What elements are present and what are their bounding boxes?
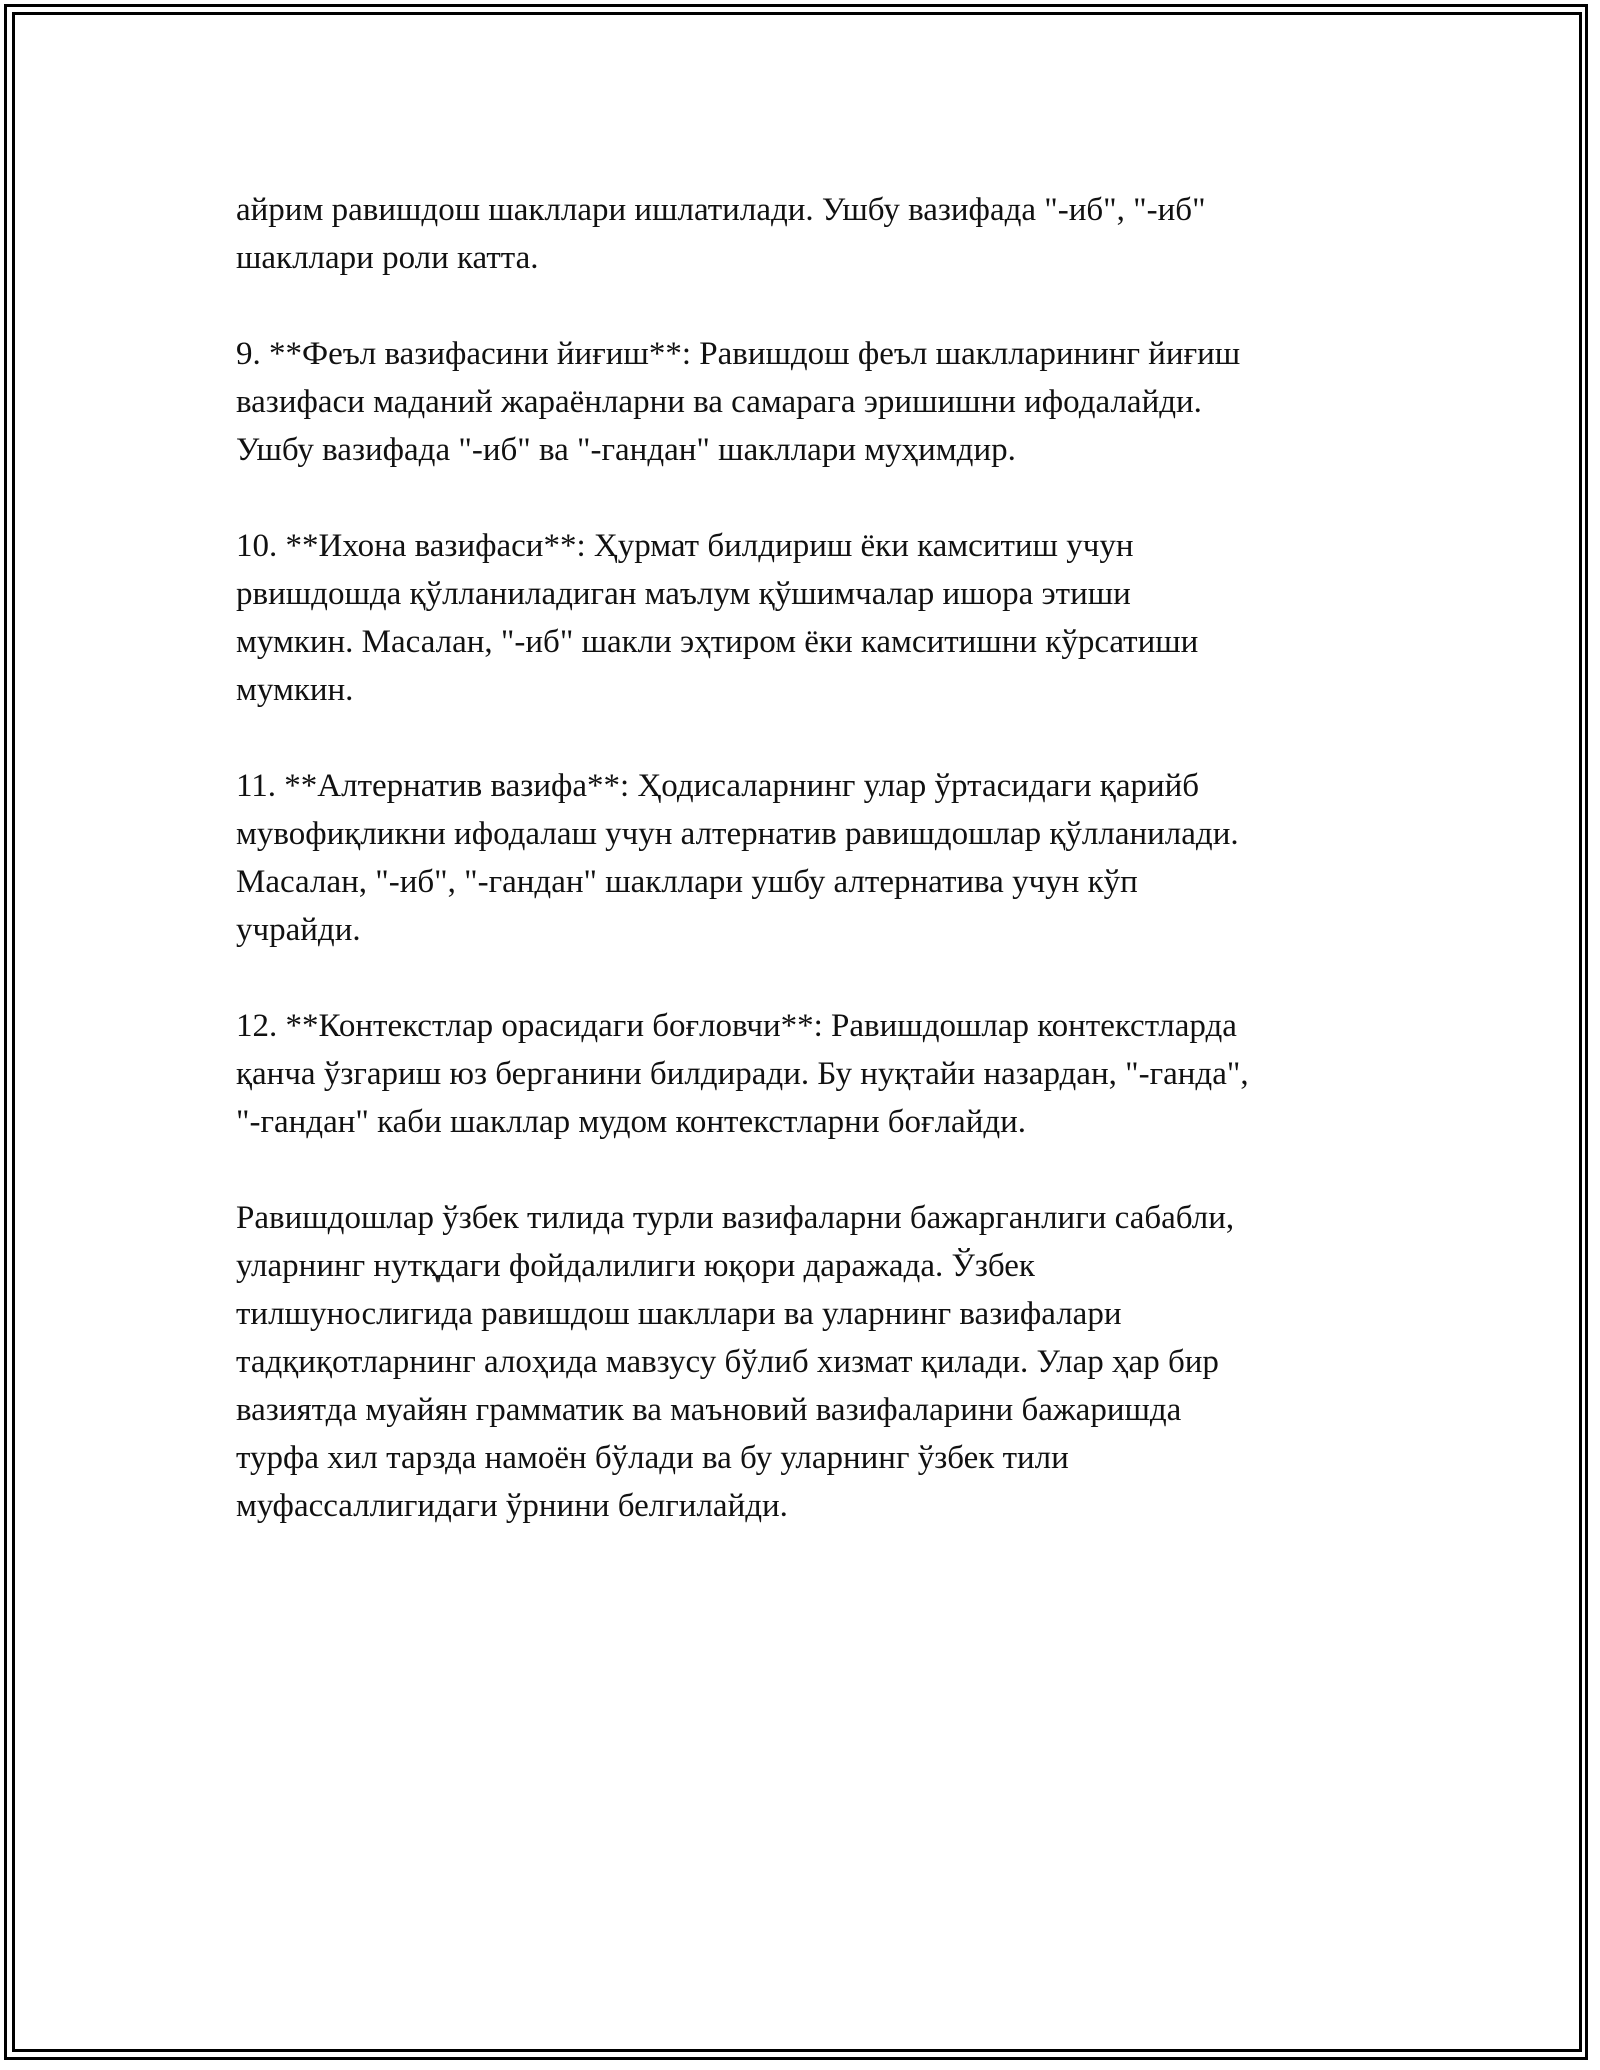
paragraph-item-11: 11. **Алтернатив вазифа**: Ҳодисаларнинг улар ўртасидаги қарийб мувофиқликни ифодалаш учун алтернатив равишдошлар қўлланилади. Масалан, "-иб", "-гандан" шакллари ушбу алтернатива учун кўп учрайди. [236,768,1239,948]
document-body [236,186,1386,1530]
paragraph-item-12: 12. **Контекстлар орасидаги боғловчи**: Равишдошлар контекстларда қанча ўзгариш юз берганини билдиради. Бу нуқтайи назардан, "-ганда", "-гандан" каби шакллар мудом контекстларни боғлайди. [236,1008,1249,1140]
paragraph-conclusion: Равишдошлар ўзбек тилида турли вазифаларни бажарганлиги сабабли, уларнинг нутқдаги фойдалилиги юқори даражада. Ўзбек тилшунослигида равишдош шакллари ва уларнинг вазифалари тадқиқотларнинг алоҳида мавзусу бўлиб хизмат қилади. Улар ҳар бир вазиятда муайян грамматик ва маъновий вазифаларини бажаришда турфа хил тарзда намоён бўлади ва бу уларнинг ўзбек тили муфассаллигидаги ўрнини белгилайди. [236,1200,1235,1524]
paragraph-item-9: 9. **Феъл вазифасини йиғиш**: Равишдош феъл шаклларининг йиғиш вазифаси маданий жараёнларни ва самарага эришишни ифодалайди. Ушбу вазифада "-иб" ва "-гандан" шакллари муҳимдир. [236,336,1241,468]
paragraph-intro-continuation: айрим равишдош шакллари ишлатилади. Ушбу вазифада "-иб", "-иб" шакллари роли катта. [236,192,1206,276]
paragraph-item-10: 10. **Ихона вазифаси**: Ҳурмат билдириш ёки камситиш учун рвишдошда қўлланиладиган маълум қўшимчалар ишора этиши мумкин. Масалан, "-иб" шакли эҳтиром ёки камситишни кўрсатиши мумкин. [236,528,1199,708]
